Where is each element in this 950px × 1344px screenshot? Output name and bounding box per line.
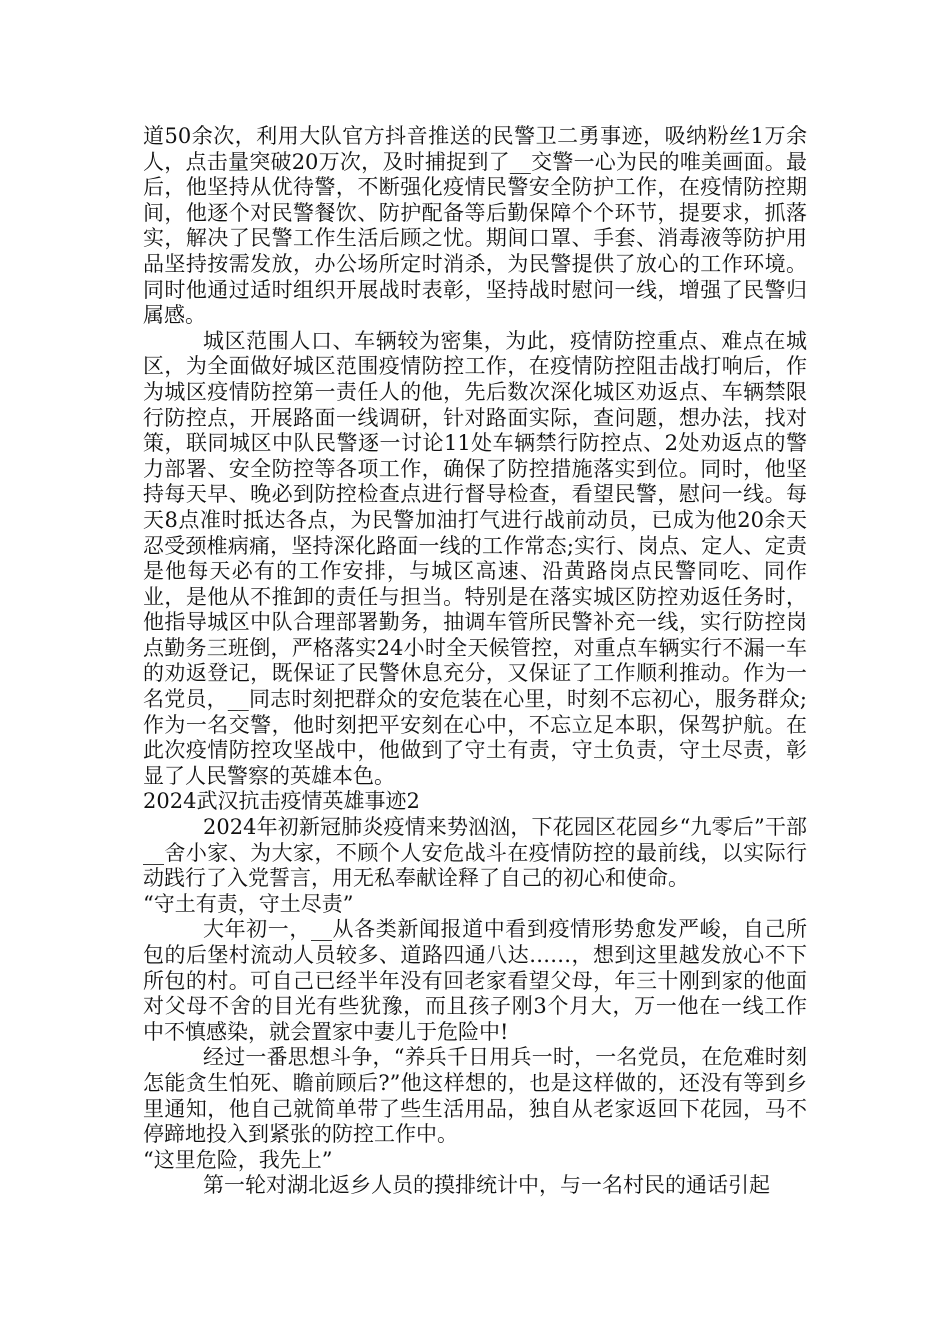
document-body: [143, 124, 807, 1199]
paragraph-2: 城区范围人口、车辆较为密集，为此，疫情防控重点、难点在城区，为全面做好城区范围疫情防控工作，在疫情防控阻击战打响后，作为城区疫情防控第一责任人的他，先后数次深化城区劝返点、车辆禁限行防控点，开展路面一线调研，针对路面实际，查问题，想办法，找对策，联同城区中队民警逐一讨论11处车辆禁行防控点、2处劝返点的警力部署、安全防控等各项工作，确保了防控措施落实到位。同时，他坚持每天早、晚必到防控检查点进行督导检查，看望民警，慰问一线。每天8点准时抵达各点，为民警加油打气进行战前动员，已成为他20余天忍受颈椎病痛，坚持深化路面一线的工作常态;实行、岗点、定人、定责是他每天必有的工作安排，与城区高速、沿黄路岗点民警同吃、同作业，是他从不推卸的责任与担当。特别是在落实城区防控劝返任务时，他指导城区中队合理部署勤务，抽调车管所民警补充一线，实行防控岗点勤务三班倒，严格落实24小时全天候管控，对重点车辆实行不漏一车的劝返登记，既保证了民警休息充分，又保证了工作顺利推动。作为一名党员，__同志时刻把群众的安危装在心里，时刻不忘初心，服务群众;作为一名交警，他时刻把平安刻在心中，不忘立足本职，保驾护航。在此次疫情防控攻坚战中，他做到了守土有责，守土负责，守土尽责，彰显了人民警察的英雄本色。: [143, 328, 807, 788]
subheading-2: “这里危险，我先上”: [143, 1147, 333, 1172]
paragraph-4: 大年初一，__从各类新闻报道中看到疫情形势愈发严峻，自己所包的后堡村流动人员较多、道路四通八达……，想到这里越发放心不下所包的村。可自己已经半年没有回老家看望父母，年三十刚到家的他面对父母不舍的目光有些犹豫，而且孩子刚3个月大，万一他在一线工作中不慎感染，就会置家中妻儿于危险中!: [143, 917, 807, 1044]
paragraph-6: 第一轮对湖北返乡人员的摸排统计中，与一名村民的通话引起: [203, 1173, 770, 1198]
subheading-1: “守土有责，守土尽责”: [143, 891, 354, 916]
section-title: 2024武汉抗击疫情英雄事迹2: [143, 789, 420, 814]
paragraph-3: 2024年初新冠肺炎疫情来势汹汹，下花园区花园乡“九零后”干部__舍小家、为大家，不顾个人安危战斗在疫情防控的最前线，以实际行动践行了入党誓言，用无私奉献诠释了自己的初心和使命。: [143, 815, 807, 891]
paragraph-5: 经过一番思想斗争，“养兵千日用兵一时，一名党员，在危难时刻怎能贪生怕死、瞻前顾后?”他这样想的，也是这样做的，还没有等到乡里通知，他自己就简单带了些生活用品，独自从老家返回下花园，马不停蹄地投入到紧张的防控工作中。: [143, 1045, 807, 1147]
paragraph-1: 道50余次，利用大队官方抖音推送的民警卫二勇事迹，吸纳粉丝1万余人，点击量突破20万次，及时捕捉到了__交警一心为民的唯美画面。最后，他坚持从优待警，不断强化疫情民警安全防护工作，在疫情防控期间，他逐个对民警餐饮、防护配备等后勤保障个个环节，提要求，抓落实，解决了民警工作生活后顾之忧。期间口罩、手套、消毒液等防护用品坚持按需发放，办公场所定时消杀，为民警提供了放心的工作环境。同时他通过适时组织开展战时表彰，坚持战时慰问一线，增强了民警归属感。: [143, 124, 807, 328]
